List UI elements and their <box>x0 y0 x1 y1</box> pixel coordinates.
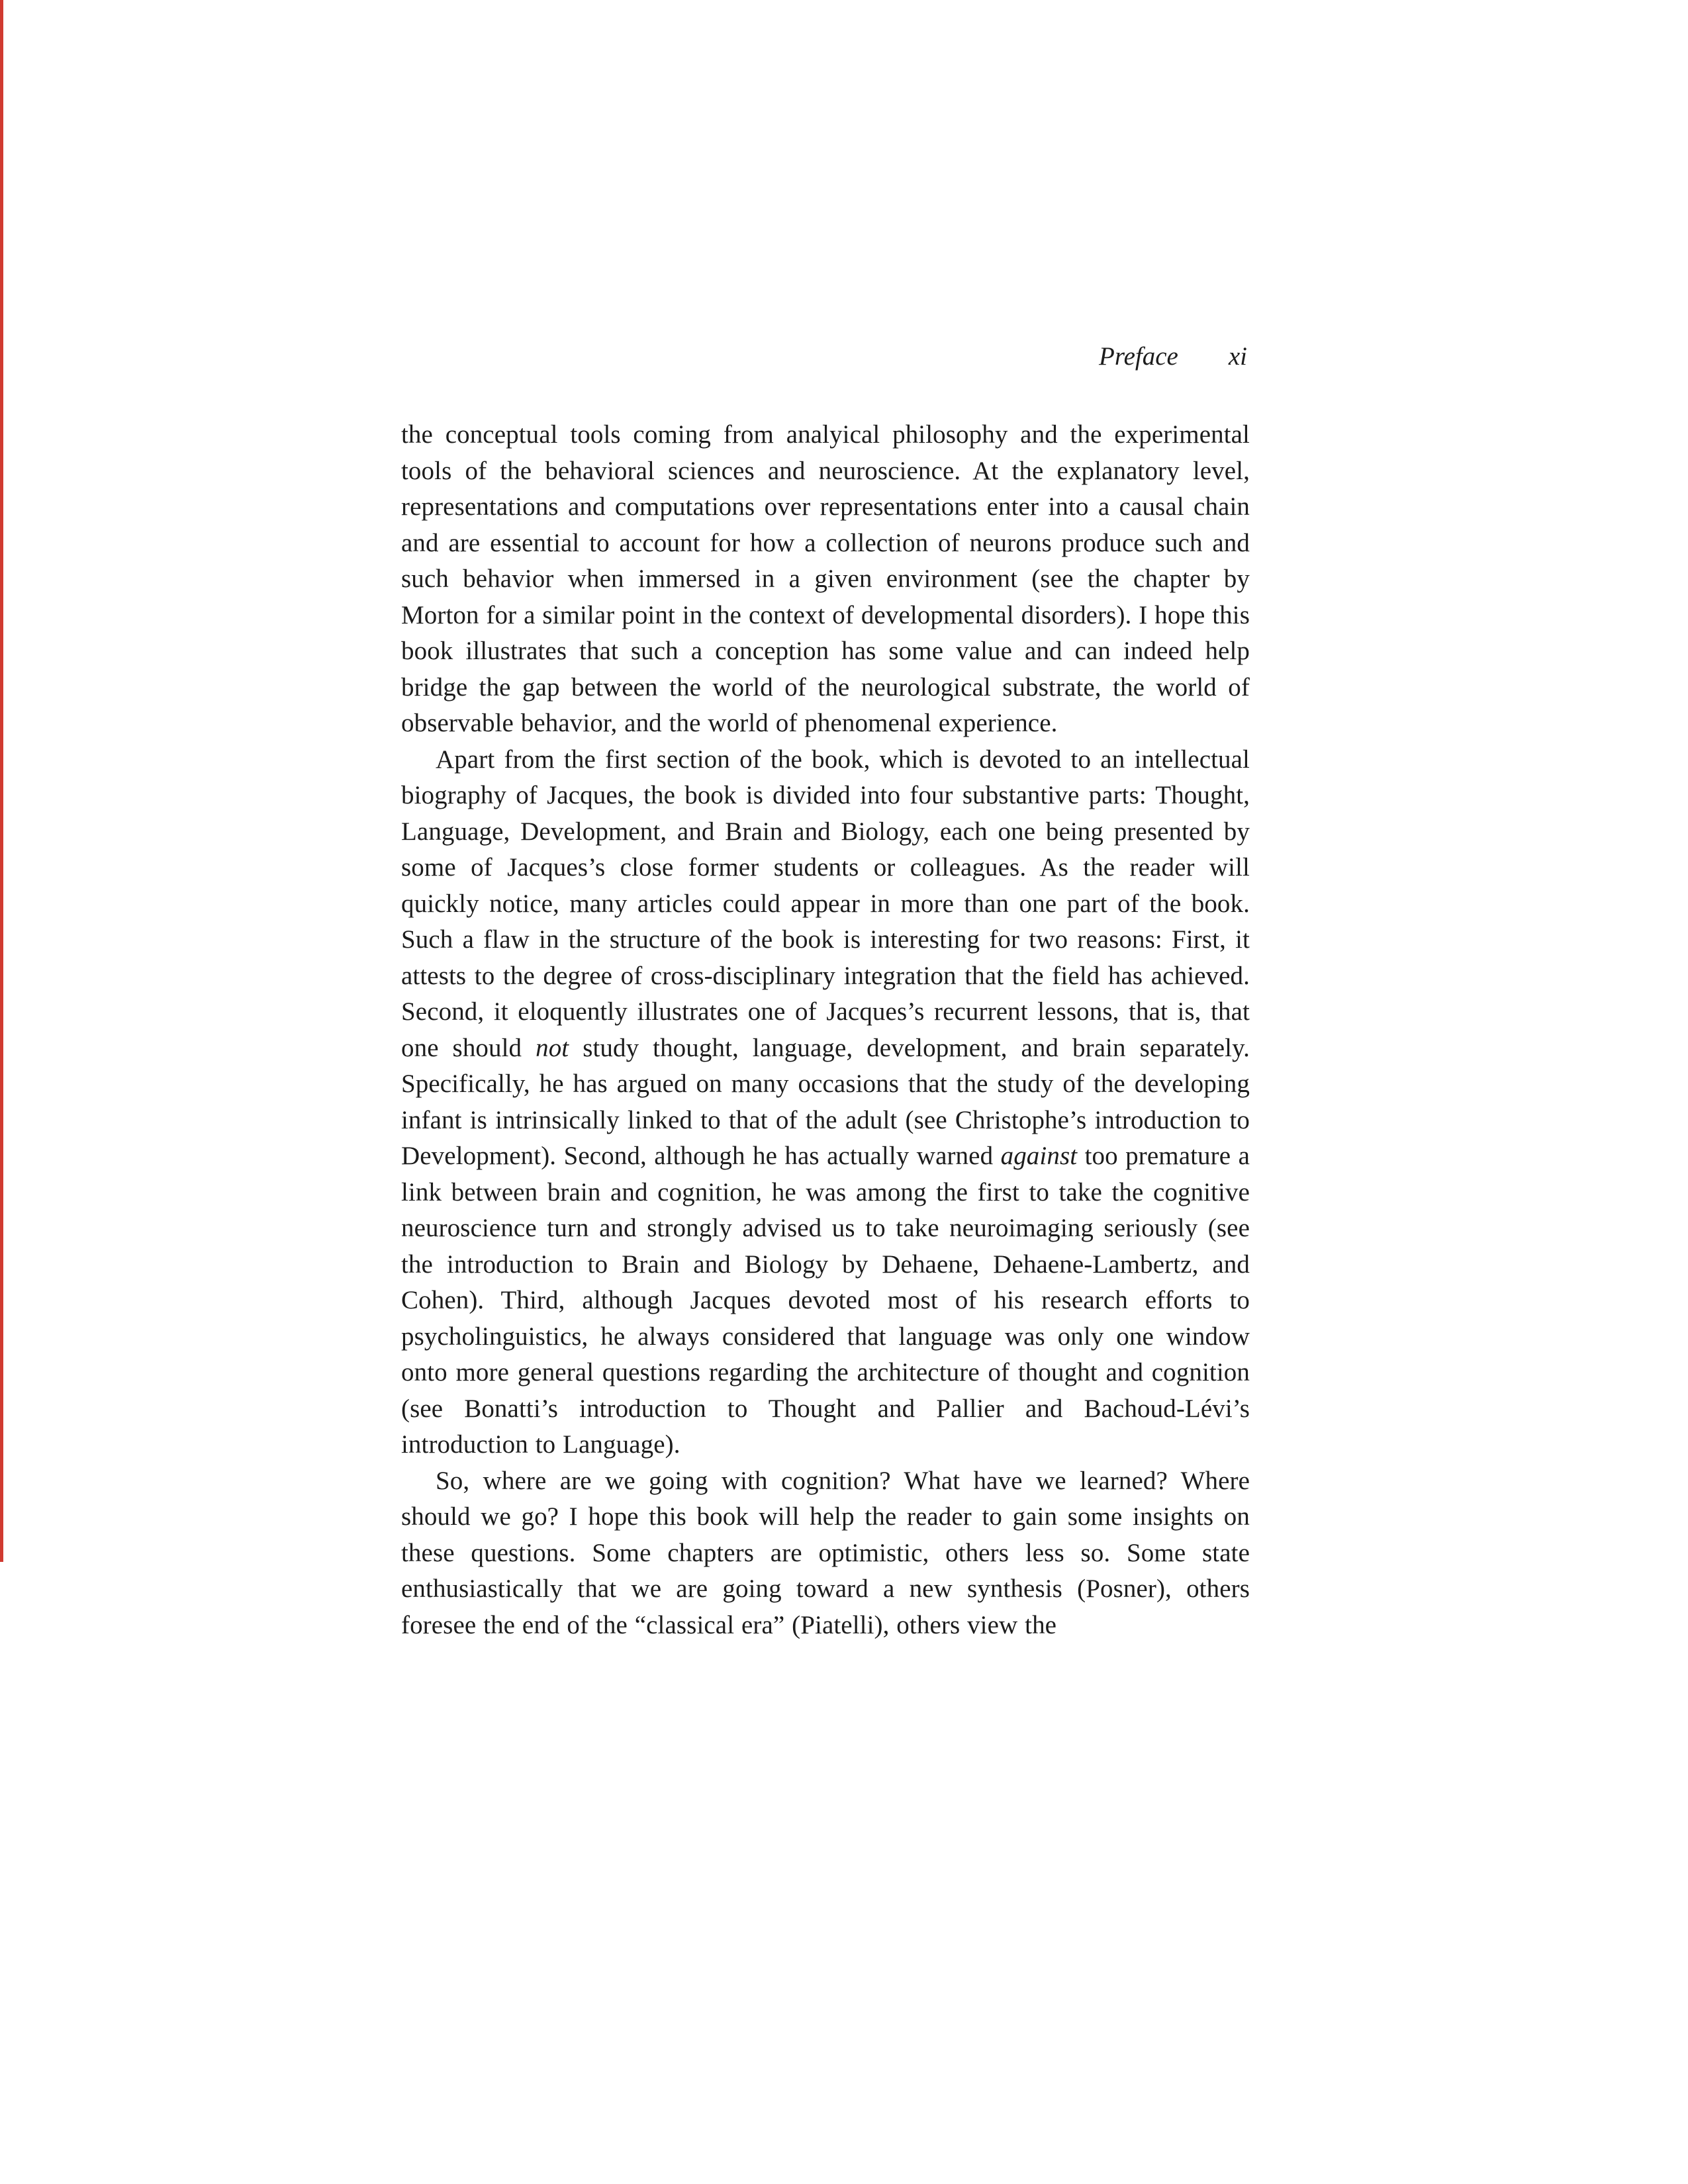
paragraph <box>401 417 1250 742</box>
text-run: Apart from the first section of the book, which is devoted to an intellectual biography of Jacques, the book is divided into four substantive parts: Thought, Language, Development, and Brain and Biology, each one being presented by some of Jacques’s close former students or colleagues. As the reader will quickly notice, many articles could appear in more than one part of the book. Such a flaw in the structure of the book is interesting for two reasons: First, it attests to the degree of cross-disciplinary integration that the field has achieved. Second, it eloquently illustrates one of Jacques’s recurrent lessons, that is, that one should <box>401 745 1250 1062</box>
text-block <box>401 339 1250 1643</box>
body-text <box>401 417 1250 1643</box>
text-run: So, where are we going with cognition? What have we learned? Where should we go? I hope this book will help the reader to gain some insights on these questions. Some chapters are optimistic, others less so. Some state enthusiastically that we are going toward a new synthesis (Posner), others foresee the end of the “classical era” (Piatelli), others view the <box>401 1466 1250 1639</box>
paragraph <box>401 742 1250 1463</box>
emphasized-text: not <box>536 1033 569 1062</box>
page-number: xi <box>1228 342 1247 371</box>
paragraph <box>401 1463 1250 1644</box>
text-run: study thought, language, development, and brain separately. Specifically, he has argued on many occasions that the study of the developing infant is intrinsically linked to that of the adult (see Christophe’s introduction to Development). Second, although he has actually warned <box>401 1033 1250 1170</box>
emphasized-text: against <box>1000 1142 1078 1170</box>
text-run: the conceptual tools coming from analyical philosophy and the experimental tools of the behavioral sciences and neuroscience. At the explanatory level, representations and computations over representations enter into a causal chain and are essential to account for how a collection of neurons produce such and such behavior when immersed in a given environment (see the chapter by Morton for a similar point in the context of developmental disorders). I hope this book illustrates that such a conception has some value and can indeed help bridge the gap between the world of the neurological substrate, the world of observable behavior, and the world of phenomenal experience. <box>401 420 1250 737</box>
running-head <box>401 339 1250 375</box>
running-head-title: Preface <box>1099 342 1178 371</box>
text-run: too premature a link between brain and cognition, he was among the first to take the cognitive neuroscience turn and strongly advised us to take neuroimaging seriously (see the introduction to Brain and Biology by Dehaene, Dehaene-Lambertz, and Cohen). Third, although Jacques devoted most of his research efforts to psycholinguistics, he always considered that language was only one window onto more general questions regarding the architecture of thought and cognition (see Bonatti’s introduction to Thought and Pallier and Bachoud-Lévi’s introduction to Language). <box>401 1142 1250 1459</box>
scan-artifact-line <box>0 0 3 1562</box>
